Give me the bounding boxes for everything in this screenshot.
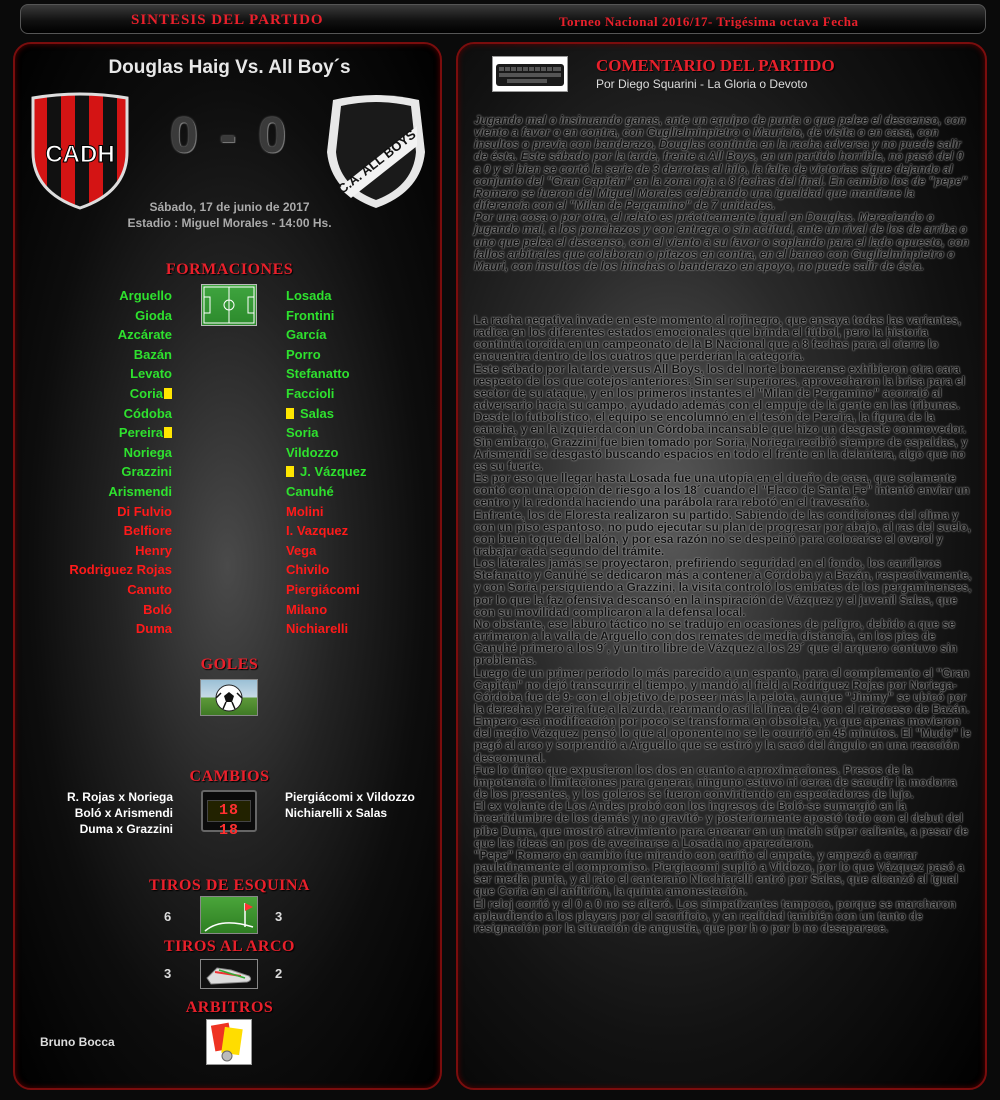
corners-away: 3	[275, 909, 283, 924]
player-row	[55, 580, 172, 600]
comment-paragraph: "Pepe" Romero en cambio fue mirando con cariño el empate, y empezó a cerrar paulatinamente el compromiso. Piergiacomi suplió a Vildozo, por lo que Vázquez pasó a ser media punta, y al rato el canterano Nicchiarelli entró por Salas, que alcanzó al igual que Coria en el anfitrión, la quinta amonestación.	[474, 848, 965, 899]
player-row	[286, 384, 426, 404]
all-boys-badge	[321, 92, 431, 212]
player-row	[55, 521, 172, 541]
away-lineup	[286, 286, 426, 639]
comment-intro	[474, 115, 972, 273]
player-name: Di Fulvio	[117, 503, 172, 519]
substitution-board-icon	[201, 790, 257, 839]
player-row	[286, 560, 426, 580]
comment-paragraph: El ex volante de Los Andes probó con los ingresos de Boló-se sumergió en la incertidumbre de los demás y no gravitó- y posteriormente apostó todo con el debut del pibe Duma, que mostró atrevimiento para encarar en un match súper caliente, a pesar de que las ideas en pos de avecinarse a Losada no aparecieron.	[474, 800, 969, 850]
all-boys-badge-text: C.A. ALL BOYS	[334, 126, 419, 197]
player-name: Pereira	[118, 425, 163, 441]
keyboard-icon	[492, 56, 568, 92]
match-date: Sábado, 17 de junio de 2017	[149, 200, 310, 214]
home-lineup	[55, 286, 172, 639]
pitch-icon	[201, 284, 257, 326]
player-row	[286, 423, 426, 443]
player-name: Rodriguez Rojas	[69, 562, 172, 578]
player-name: Milano	[286, 601, 328, 617]
player-name: Grazzini	[121, 464, 172, 480]
header-right-title: Torneo Nacional 2016/17- Trigésima octava Fecha	[559, 14, 859, 29]
comment-paragraph: Empero esa modificación por poco se transforma en obsoleta, ya que apenas movieron del medio Vázquez pensó lo que al oponente no se le ocurrió en 45 minutos. El "Mudo" le pegó al arco y sorprendió a Arguello que se estiró y la sacó del ángulo en una reacción descomunal.	[474, 715, 971, 765]
comment-paragraph: Desde lo futbolístico, el equipo se encolumnó en el tesón de Pereira, la figura de la cancha, y en la izquierda con un Córdoba incansable que hizo un desgaste conmovedor. Sin embargo, Grazzini fue bien tomado por Soria, Noriega recibió siempre de espaldas, y Arismendi se desgastó buscando espacios en todo el frente en la delantera, algo que no es su fuerte.	[474, 411, 968, 473]
comment-paragraph: Este sábado por la tarde versus All Boys, los del norte bonaerense exhibieron otra cara respecto de los que cotejos anteriores. Sin ser superiores, aprovecharon la brisa para el sector de su ataque, y en los primeros instantes el "Milan de Pergamino" acorraló al adversario hacia su campo, ayudado además con el empuje de la gente en las tribunas.	[474, 362, 966, 413]
player-name: Vega	[286, 542, 317, 558]
player-row	[55, 423, 172, 443]
player-name: Boló	[143, 601, 172, 617]
player-row	[55, 404, 172, 424]
substitution-line: Duma x Grazzini	[79, 822, 173, 836]
match-title: Douglas Haig Vs. All Boy´s	[108, 57, 351, 78]
player-name: Levato	[130, 366, 172, 382]
yellow-card-icon	[164, 388, 172, 399]
player-row	[55, 619, 172, 639]
header-bar	[20, 4, 986, 34]
comment-body	[474, 315, 972, 935]
player-row	[286, 325, 426, 345]
player-row	[286, 345, 426, 365]
player-row	[286, 600, 426, 620]
player-row	[55, 541, 172, 561]
player-name: Duma	[135, 621, 172, 637]
player-name: Frontini	[286, 307, 335, 323]
player-row	[286, 462, 426, 482]
match-stadium: Estadio : Miguel Morales - 14:00 Hs.	[127, 216, 332, 230]
home-substitutions	[35, 789, 173, 837]
player-name: García	[286, 327, 327, 343]
douglas-haig-badge	[27, 92, 133, 212]
player-row	[55, 443, 172, 463]
player-name: Losada	[286, 288, 332, 303]
comment-paragraph: Fue lo único que expusieron los dos en cuanto a aproximaciones. Presos de la impotencia o limitaciones para generar, ninguno estuvo ni cerca de sacudir la modorra de los presentes, y los goleros se fueron convirtiendo en espectadores de lujo.	[474, 763, 957, 802]
player-name: I. Vazquez	[286, 523, 349, 539]
player-row	[286, 502, 426, 522]
player-name: Canuhé	[286, 483, 334, 499]
player-name: J. Vázquez	[300, 464, 367, 480]
player-row	[286, 364, 426, 384]
player-name: Salas	[300, 405, 334, 421]
player-name: Azcárate	[117, 327, 172, 343]
match-summary-panel	[13, 42, 442, 1090]
player-name: Belfiore	[123, 523, 172, 539]
goles-heading: GOLES	[200, 656, 259, 673]
player-row	[286, 482, 426, 502]
comment-title: COMENTARIO DEL PARTIDO	[596, 56, 835, 75]
player-row	[55, 560, 172, 580]
comment-author: Por Diego Squarini - La Gloria o Devoto	[596, 77, 808, 91]
player-name: Noriega	[123, 444, 172, 460]
corner-flag-icon	[200, 896, 258, 934]
player-name: Códoba	[123, 405, 172, 421]
player-name: Arismendi	[108, 483, 172, 499]
player-row	[286, 521, 426, 541]
yellow-card-icon	[286, 466, 294, 477]
player-row	[286, 443, 426, 463]
substitution-board-number: 18 18	[207, 800, 251, 822]
formaciones-heading: FORMACIONES	[165, 261, 294, 278]
player-row	[55, 502, 172, 522]
cadh-badge-text: CADH	[45, 141, 115, 168]
referee-name: Bruno Bocca	[40, 1035, 115, 1049]
referee-cards-icon	[206, 1019, 252, 1065]
player-row	[55, 482, 172, 502]
yellow-card-icon	[286, 408, 294, 419]
player-row	[55, 286, 172, 306]
player-name: Chivilo	[286, 562, 330, 578]
player-row	[286, 286, 426, 306]
player-name: Henry	[135, 542, 172, 558]
cambios-heading: CAMBIOS	[189, 768, 270, 785]
player-name: Faccioli	[286, 385, 335, 401]
player-row	[286, 580, 426, 600]
comment-paragraph: Jugando mal o insinuando ganas, ante un equipo de punta o que pelee el descenso, con viento a favor o en contra, con Guglielminpietro o Mauricio, de visita o en casa, con insultos o previa con banderazo, Douglas continúa en la racha adversa y no puede salir de ésta. Este sábado por la tarde, frente a All Boys, en un partido horrible, no pasó del 0 a 0 y si bien se cortó la serie de 3 derrotas al hilo, la falta de victorias sigue dejando al conjunto del "Gran Capitán" en la zona roja a 8 fechas del final. En cambio los de "pepe" Romero se fueron del Miguel Morales celebrando una igualdad que mantiene la diferencia con el "Milan de Pergamino" de 7 unidades.	[474, 114, 968, 213]
comment-paragraph: Por una cosa o por otra, el relato es prácticamente igual en Douglas. Mereciendo o jugando mal, a los ponchazos y con entrega o sin actitud, ante un rival de los de arriba o uno que pelea el descenso, con el viento a su favor o soplando para el lado opuesto, con fallos arbitrales que colaboran o pitazos en contra, en el banco con Guglielminpietro o Mauri, con insultos de los hinchas o banderazo en apoyo, no puede salir de ésta.	[474, 211, 969, 273]
comment-paragraph: Los laterales jamás se proyectaron, prefiriendo seguridad en el fondo, los carrileros Stefanatto y Canuhé se dedicaron más a contener a Córdoba y a Bazán, respectivamente, y con Soria persiguiendo a Grazzini, la visita controló los embates de los pergaminenses, por lo que la faz ofensiva descansó en la inspiración de Vázquez y el juvenil Salas, que con su movilidad complicaron a la defensa local.	[474, 557, 972, 619]
tiros-arco-heading: TIROS AL ARCO	[164, 938, 295, 955]
player-row	[286, 619, 426, 639]
player-name: Porro	[286, 346, 321, 362]
player-name: Stefanatto	[286, 366, 350, 382]
player-row	[55, 306, 172, 326]
player-name: Bazán	[133, 346, 172, 362]
player-row	[286, 306, 426, 326]
substitution-line: Boló x Arismendi	[74, 806, 173, 820]
player-name: Coria	[129, 385, 163, 401]
boot-icon	[200, 959, 258, 989]
substitution-line: Nichiarelli x Salas	[285, 806, 388, 820]
comment-paragraph: El reloj corrió y el 0 a 0 no se alteró. Los simpatizantes tampoco, porque se marcharon aplaudiendo a los players por el sacrificio, y en realidad también con un tanto de resignación por la situación de angustia, que por h o por b no desaparece.	[474, 897, 956, 935]
player-name: Canuto	[127, 581, 172, 597]
player-row	[55, 325, 172, 345]
player-name: Gioda	[135, 307, 172, 323]
tiros-esquina-heading: TIROS DE ESQUINA	[149, 877, 310, 894]
player-row	[286, 404, 426, 424]
away-substitutions	[285, 789, 445, 821]
comment-paragraph: Enfrente, los de Floresta realizaron su partido. Sabiendo de las condiciones del clima y con un piso espantoso, no pudo ejecutar su plan de progresar por abajo, al ras del suelo, con buen toque del balón, y por esa razón no se despeinó para colocarse el overol y trabajar cada segundo del trámite.	[474, 508, 971, 558]
comment-paragraph: No obstante, ese laburo táctico no se tradujo en ocasiones de peligro, debido a que se arrimaron a la valla de Arguello con dos remates de media distancia, en los pies de Canuhé primero a los 9´, y un tiro libre de Vázquez a los 29´ que el arquero contuvo sin problemas.	[474, 617, 958, 668]
player-name: Molini	[286, 503, 324, 519]
score: 0 - 0	[169, 107, 291, 163]
player-row	[55, 345, 172, 365]
substitution-line: R. Rojas x Noriega	[66, 790, 173, 804]
comment-paragraph: La racha negativa invade en este momento al rojinegro, que ensaya todas las variantes, radica en los diferentes estados emocionales que brinda el fútbol, pero la historia continúa torcida en un campeonato de la B Nacional que a 8 fechas para el cierre lo encuentra dentro de los cuatros que perderían la categoría.	[474, 314, 962, 364]
player-row	[55, 384, 172, 404]
player-row	[55, 462, 172, 482]
player-row	[55, 600, 172, 620]
comment-paragraph: Luego de un primer periodo lo más parecido a un espanto, para el complemento el "Gran Capitán" no dejó transcurrir el tiempo, y mandó al field a Rodríguez Rojas por Noriega-Córdoba fue de 9- con el objetivo de poseer más la pelota, aunque "Jimmy" se ubicó por la derecha y Pereira fue a la zurda, rearmando así la línea de 4 con el retroceso de Bazán.	[474, 666, 970, 716]
player-name: Vildozzo	[286, 444, 339, 460]
corners-home: 6	[164, 909, 172, 924]
shots-away: 2	[275, 966, 283, 981]
comment-paragraph: Es por eso que llegar hasta Losada fue una utopía en el dueño de casa, que solamente contó con una opción de riesgo a los 18´ cuando el "Flaco de Santa Fe" intentó enviar un centro y la redonda haciendo una parábola rara rebotó en el travesaño.	[474, 472, 970, 510]
yellow-card-icon	[164, 427, 172, 438]
player-name: Arguello	[119, 288, 172, 303]
shots-home: 3	[164, 966, 172, 981]
player-name: Soria	[286, 425, 319, 441]
soccer-ball-icon	[200, 679, 258, 716]
header-left-title: SINTESIS DEL PARTIDO	[131, 12, 324, 28]
player-name: Nichiarelli	[286, 621, 349, 637]
substitution-line: Piergiácomi x Vildozzo	[285, 790, 415, 804]
player-row	[286, 541, 426, 561]
arbitros-heading: ARBITROS	[185, 999, 274, 1016]
player-name: Piergiácomi	[286, 581, 360, 597]
player-row	[55, 364, 172, 384]
commentary-panel	[456, 42, 987, 1090]
